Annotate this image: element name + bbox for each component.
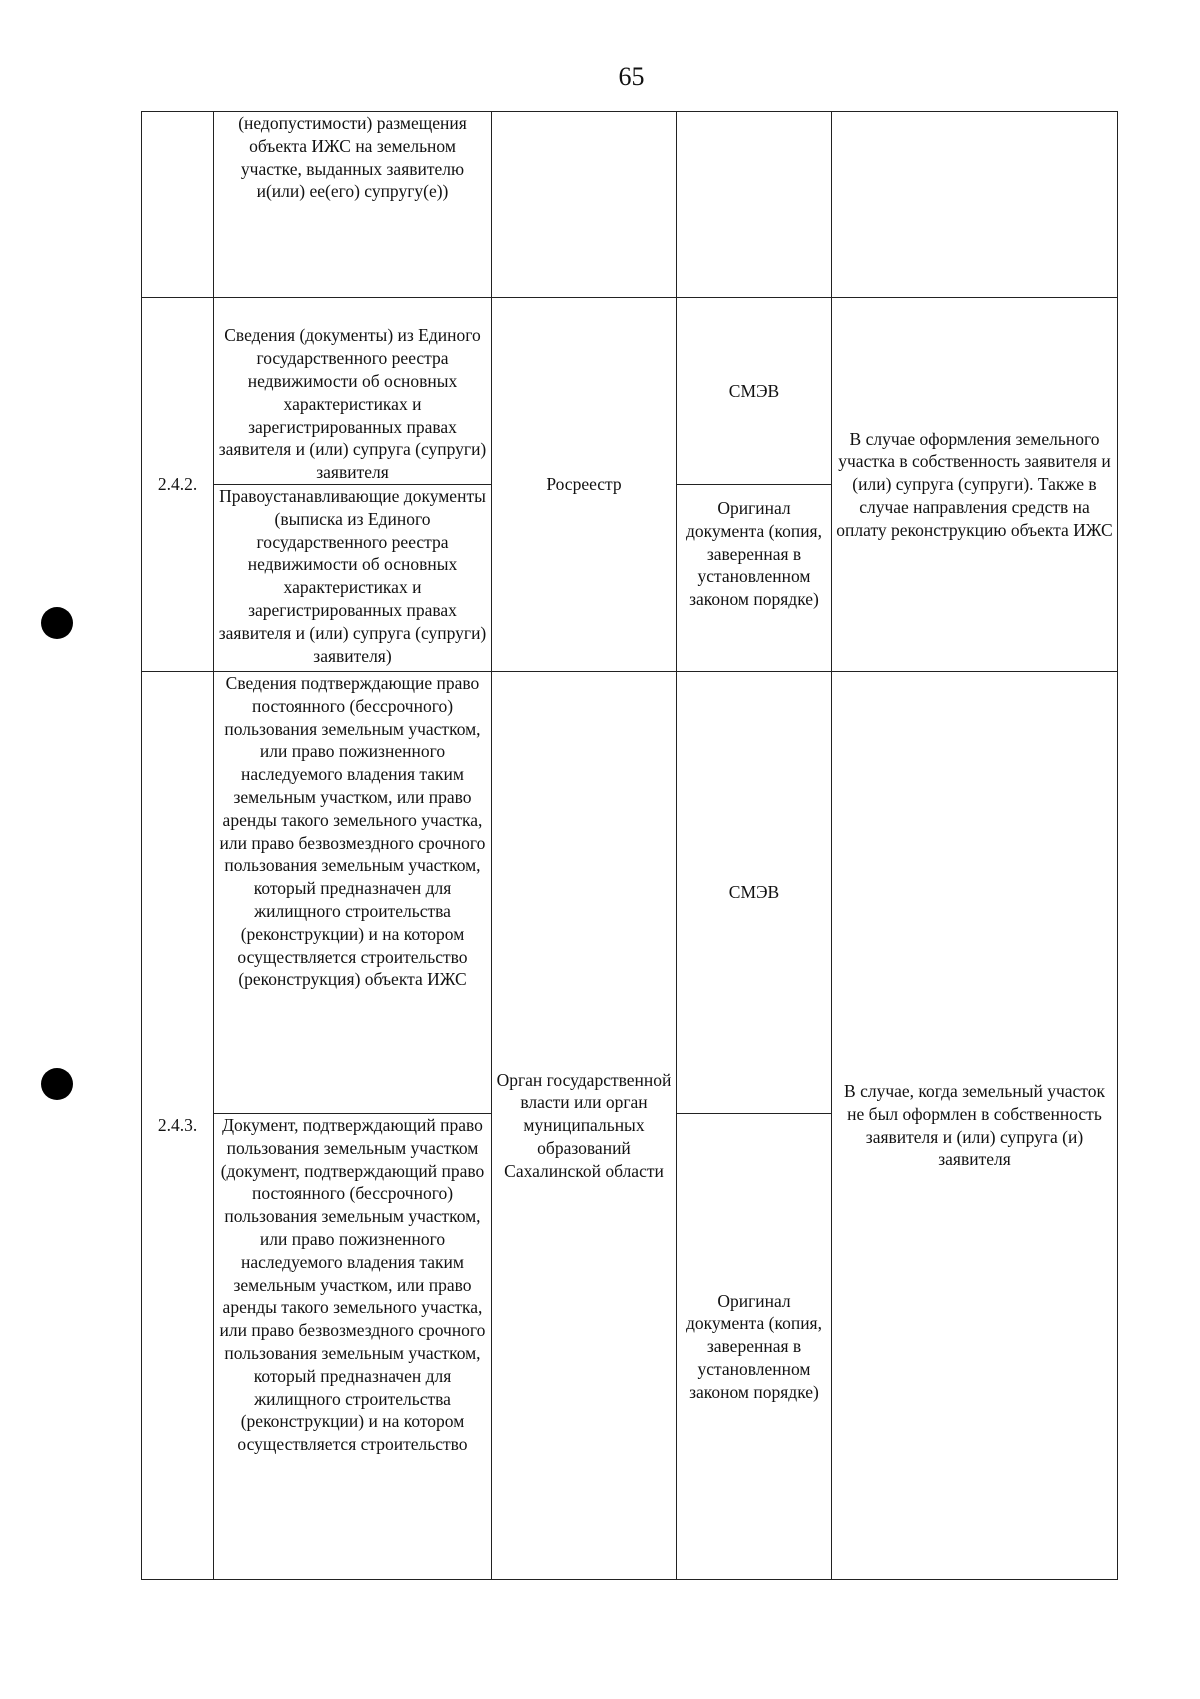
table-row-2-4-3-a (142, 672, 1118, 1114)
condition-2-4-3: В случае, когда земельный участок не был оформлен в собственность заявителя и (или) супруга (и) заявителя (832, 672, 1118, 1580)
punch-hole-lower (41, 1068, 73, 1100)
form-2-4-3-a: СМЭВ (677, 672, 832, 1114)
document-name-2-4-3-b: Документ, подтверждающий право пользования земельным участком (документ, подтверждающий право постоянного (бессрочного) пользования земельным участком, или право пожизненного наследуемого владения таким земельным участком, или право аренды такого земельного участка, или право безвозмездного срочного пользования земельным участком, который предназначен для жилищного строительства (реконструкции) и на котором осуществляется строительство (214, 1114, 492, 1580)
punch-hole-upper (41, 607, 73, 639)
form-2-4-2-a: СМЭВ (677, 298, 832, 485)
row-number-2-4-3: 2.4.3. (142, 672, 214, 1580)
documents-table (141, 111, 1118, 1580)
table-row-2-4-2-a (142, 298, 1118, 485)
form-2-4-2-b: Оригинал документа (копия, заверенная в установленном законом порядке) (677, 485, 832, 672)
form-2-4-3-b: Оригинал документа (копия, заверенная в установленном законом порядке) (677, 1114, 832, 1580)
condition-2-4-2: В случае оформления земельного участка в собственность заявителя и (или) супруга (супруги). Также в случае направления средств на оплату реконструкцию объекта ИЖС (832, 298, 1118, 672)
document-name-cell: (недопустимости) размещения объекта ИЖС на земельном участке, выданных заявителю и(или) ее(его) супругу(е)) (214, 112, 492, 298)
condition-cell (832, 112, 1118, 298)
form-cell (677, 112, 832, 298)
source-2-4-2: Росреестр (492, 298, 677, 672)
page-number: 65 (618, 62, 645, 91)
row-number-2-4-2: 2.4.2. (142, 298, 214, 672)
document-name-2-4-3-a: Сведения подтверждающие право постоянного (бессрочного) пользования земельным участком, или право пожизненного наследуемого владения таким земельным участком, или право аренды такого земельного участка, или право безвозмездного срочного пользования земельным участком, который предназначен для жилищного строительства (реконструкции) и на котором осуществляется строительство (реконструкция) объекта ИЖС (214, 672, 492, 1114)
document-name-2-4-2-a: Сведения (документы) из Единого государственного реестра недвижимости об основных характеристиках и зарегистрированных правах заявителя и (или) супруга (супруги) заявителя (214, 298, 492, 485)
table-row-continuation (142, 112, 1118, 298)
source-2-4-3: Орган государственной власти или орган муниципальных образований Сахалинской области (492, 672, 677, 1580)
row-number-cell (142, 112, 214, 298)
source-cell (492, 112, 677, 298)
document-name-2-4-2-b: Правоустанавливающие документы (выписка из Единого государственного реестра недвижимости об основных характеристиках и зарегистрированных правах заявителя и (или) супруга (супруги) заявителя) (214, 485, 492, 672)
